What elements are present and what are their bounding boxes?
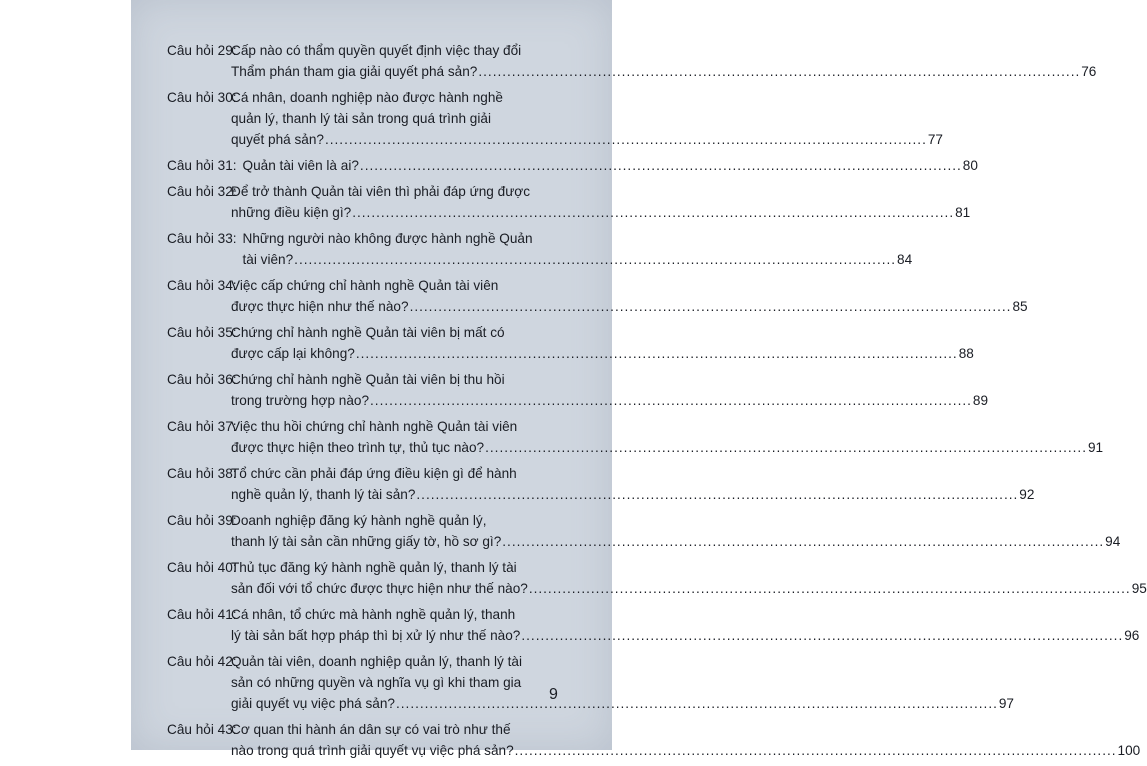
question-text-line: những điều kiện gì? <box>231 205 352 220</box>
toc-entry <box>167 155 978 176</box>
question-label: Câu hỏi 37: <box>167 419 237 434</box>
dot-leader <box>396 693 998 714</box>
question-text-line: trong trường hợp nào? <box>231 393 370 408</box>
dot-leader <box>356 343 958 364</box>
question-last-line <box>231 296 1028 317</box>
toc-entry <box>167 275 1028 317</box>
question-label: Câu hỏi 34: <box>167 278 237 293</box>
dot-leader <box>529 578 1131 599</box>
toc-entry <box>167 604 1140 646</box>
question-text-line: quản lý, thanh lý tài sản trong quá trình giải <box>231 111 491 126</box>
question-label: Câu hỏi 33: <box>167 231 237 246</box>
dot-leader <box>370 390 972 411</box>
toc-entry <box>167 40 1097 82</box>
question-text-line: Để trở thành Quản tài viên thì phải đáp ứng được <box>231 184 531 199</box>
question-text <box>243 228 913 270</box>
toc-entry <box>167 416 1104 458</box>
question-text <box>231 510 1120 552</box>
question-text-line: Cấp nào có thẩm quyền quyết định việc thay đổi <box>231 43 522 58</box>
question-last-line <box>231 437 1103 458</box>
question-label: Câu hỏi 39: <box>167 513 237 528</box>
dot-leader <box>352 202 954 223</box>
dot-leader <box>485 437 1087 458</box>
question-text-line: Quản tài viên, doanh nghiệp quản lý, thanh lý tài <box>231 654 522 669</box>
question-last-line <box>231 531 1120 552</box>
question-text <box>243 155 978 176</box>
toc-entry <box>167 228 913 270</box>
page-reference: 91 <box>1087 440 1104 455</box>
question-text <box>231 604 1139 646</box>
question-text-line: Chứng chỉ hành nghề Quản tài viên bị mất có <box>231 325 505 340</box>
dot-leader <box>294 249 896 270</box>
question-text-line: Những người nào không được hành nghề Quản <box>242 231 533 246</box>
toc-entry <box>167 510 1121 552</box>
question-text <box>231 651 1014 714</box>
toc-entry <box>167 181 971 223</box>
page-reference: 92 <box>1019 487 1035 502</box>
page-reference: 94 <box>1105 534 1121 549</box>
question-last-line <box>231 129 943 150</box>
question-text-line: Việc cấp chứng chỉ hành nghề Quản tài viên <box>231 278 499 293</box>
page-reference: 81 <box>955 205 971 220</box>
question-text <box>231 275 1028 317</box>
question-text-line: được cấp lại không? <box>231 346 355 361</box>
question-last-line <box>243 249 913 270</box>
question-last-line <box>231 740 1140 761</box>
question-label: Câu hỏi 36: <box>167 372 237 387</box>
table-of-contents <box>167 40 1147 766</box>
dot-leader <box>360 155 962 176</box>
question-last-line <box>231 484 1034 505</box>
question-text-line: giải quyết vụ việc phá sản? <box>231 696 395 711</box>
question-last-line <box>231 343 974 364</box>
question-label: Câu hỏi 42: <box>167 654 237 669</box>
question-text-line: Quản tài viên là ai? <box>242 158 359 173</box>
page-reference: 84 <box>897 252 913 267</box>
toc-entry <box>167 369 989 411</box>
question-text <box>231 369 988 411</box>
question-text-line: Tổ chức cần phải đáp ứng điều kiện gì để hành <box>231 466 517 481</box>
question-last-line <box>231 693 1014 714</box>
question-text-line: sản có những quyền và nghĩa vụ gì khi tham gia <box>231 675 522 690</box>
dot-leader <box>416 484 1018 505</box>
question-label: Câu hỏi 29: <box>167 43 237 58</box>
question-text-line: sản đối với tổ chức được thực hiện như thế nào? <box>231 581 528 596</box>
question-text <box>231 40 1096 82</box>
question-text <box>231 557 1147 599</box>
dot-leader <box>325 129 927 150</box>
question-last-line <box>231 578 1147 599</box>
dot-leader <box>502 531 1104 552</box>
page-reference: 88 <box>958 346 974 361</box>
toc-entry <box>167 557 1147 599</box>
question-text-line: Cá nhân, doanh nghiệp nào được hành nghề <box>231 90 503 105</box>
question-last-line <box>231 390 988 411</box>
question-text-line: Cá nhân, tổ chức mà hành nghề quản lý, thanh <box>231 607 516 622</box>
dot-leader <box>410 296 1012 317</box>
question-last-line <box>231 625 1139 646</box>
question-label: Câu hỏi 40: <box>167 560 237 575</box>
question-text-line: nào trong quá trình giải quyết vụ việc phá sản? <box>231 743 514 758</box>
question-text <box>231 87 943 150</box>
page-reference: 100 <box>1117 743 1141 758</box>
page-reference: 77 <box>927 132 943 147</box>
page-reference: 96 <box>1124 628 1140 643</box>
question-text-line: Doanh nghiệp đăng ký hành nghề quản lý, <box>231 513 487 528</box>
question-text <box>231 416 1103 458</box>
question-label: Câu hỏi 31: <box>167 158 237 173</box>
toc-entry <box>167 87 943 150</box>
question-text-line: Cơ quan thi hành án dân sự có vai trò như thế <box>231 722 511 737</box>
question-label: Câu hỏi 32: <box>167 184 237 199</box>
question-label: Câu hỏi 30: <box>167 90 237 105</box>
book-page <box>131 0 1147 758</box>
page-reference: 89 <box>972 393 989 408</box>
toc-entry <box>167 322 974 364</box>
page-reference: 97 <box>998 696 1014 711</box>
question-text-line: Thẩm phán tham gia giải quyết phá sản? <box>231 64 478 79</box>
question-last-line <box>243 155 978 176</box>
question-text <box>231 181 970 223</box>
question-text-line: được thực hiện theo trình tự, thủ tục nào? <box>231 440 485 455</box>
toc-entry <box>167 463 1035 505</box>
question-text <box>231 322 974 364</box>
question-text <box>231 719 1140 761</box>
page-reference: 80 <box>962 158 978 173</box>
page-reference: 95 <box>1131 581 1147 596</box>
question-label: Câu hỏi 38: <box>167 466 237 481</box>
question-text-line: quyết phá sản? <box>231 132 324 147</box>
page-reference: 85 <box>1012 299 1028 314</box>
question-text-line: thanh lý tài sản cần những giấy tờ, hồ sơ gì? <box>231 534 502 549</box>
toc-entry <box>167 719 1141 761</box>
dot-leader <box>521 625 1123 646</box>
question-label: Câu hỏi 41: <box>167 607 237 622</box>
toc-entry <box>167 651 1014 714</box>
dot-leader <box>515 740 1117 761</box>
page-reference: 76 <box>1081 64 1097 79</box>
page-number: 9 <box>549 686 558 703</box>
question-label: Câu hỏi 43: <box>167 722 237 737</box>
question-text-line: Việc thu hồi chứng chỉ hành nghề Quản tài viên <box>231 419 518 434</box>
question-text-line: Thủ tục đăng ký hành nghề quản lý, thanh lý tài <box>231 560 517 575</box>
dot-leader <box>478 61 1080 82</box>
question-label: Câu hỏi 35: <box>167 325 237 340</box>
question-text <box>231 463 1034 505</box>
question-text-line: lý tài sản bất hợp pháp thì bị xử lý như thế nào? <box>231 628 521 643</box>
question-text-line: Chứng chỉ hành nghề Quản tài viên bị thu hồi <box>231 372 505 387</box>
question-last-line <box>231 202 970 223</box>
question-text-line: được thực hiện như thế nào? <box>231 299 409 314</box>
question-last-line <box>231 61 1096 82</box>
question-text-line: nghề quản lý, thanh lý tài sản? <box>231 487 416 502</box>
question-text-line: tài viên? <box>242 252 294 267</box>
